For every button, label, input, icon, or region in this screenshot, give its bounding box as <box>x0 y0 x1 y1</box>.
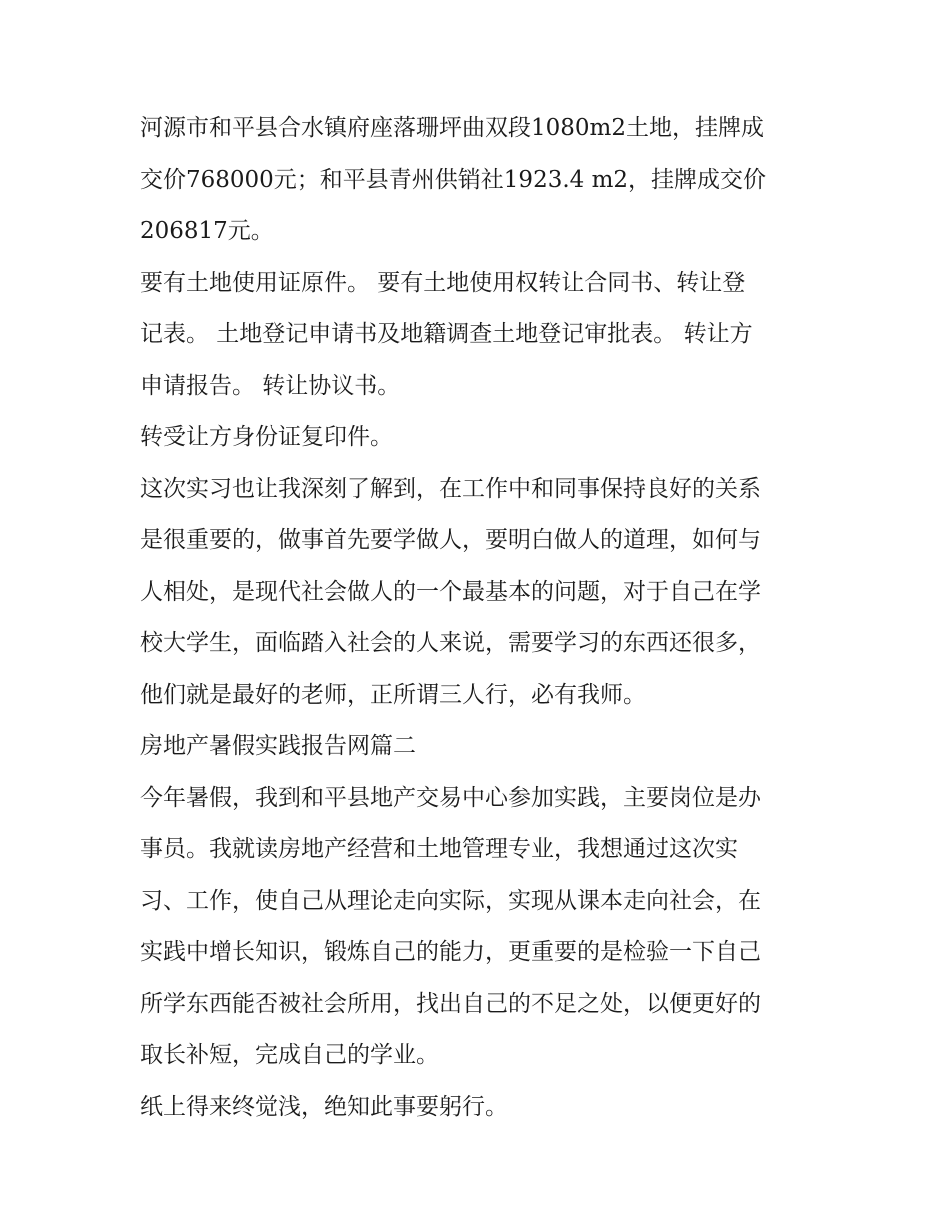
paragraph-land-transactions: 河源市和平县合水镇府座落珊坪曲双段1080m2土地，挂牌成 交价768000元；和平县青州供销社1923.4 m2，挂牌成交价 206817元。 <box>140 115 767 244</box>
paragraph-summer-practice: 今年暑假，我到和平县地产交易中心参加实践，主要岗位是办 事员。我就读房地产经营和土地管理专业，我想通过这次实 习、工作，使自己从理论走向实际，实现从课本走向社会，在 实践中增长知识，锻炼自己的能力，更重要的是检验一下自己 所学东西能否被社会所用，找出自己的不足之处，以便更好的 取长补短，完成自己的学业。 <box>140 784 761 1068</box>
paragraph-closing-quote: 纸上得来终觉浅，绝知此事要躬行。 <box>140 1093 508 1120</box>
paragraph-internship-reflection: 这次实习也让我深刻了解到，在工作中和同事保持良好的关系 是很重要的，做事首先要学做人，要明白做人的道理，如何与 人相处，是现代社会做人的一个最基本的问题，对于自己在学 校大学生，面临踏入社会的人来说，需要学习的东西还很多， 他们就是最好的老师，正所谓三人行，必有我师。 <box>140 475 761 708</box>
document-body <box>140 103 820 1133</box>
paragraph-required-documents: 要有土地使用证原件。 要有土地使用权转让合同书、转让登 记表。 土地登记申请书及地籍调查土地登记审批表。 转让方 申请报告。 转让协议书。 <box>140 269 753 399</box>
paragraph-id-copy: 转受让方身份证复印件。 <box>140 424 393 450</box>
section-heading: 房地产暑假实践报告网篇二 <box>140 733 416 759</box>
